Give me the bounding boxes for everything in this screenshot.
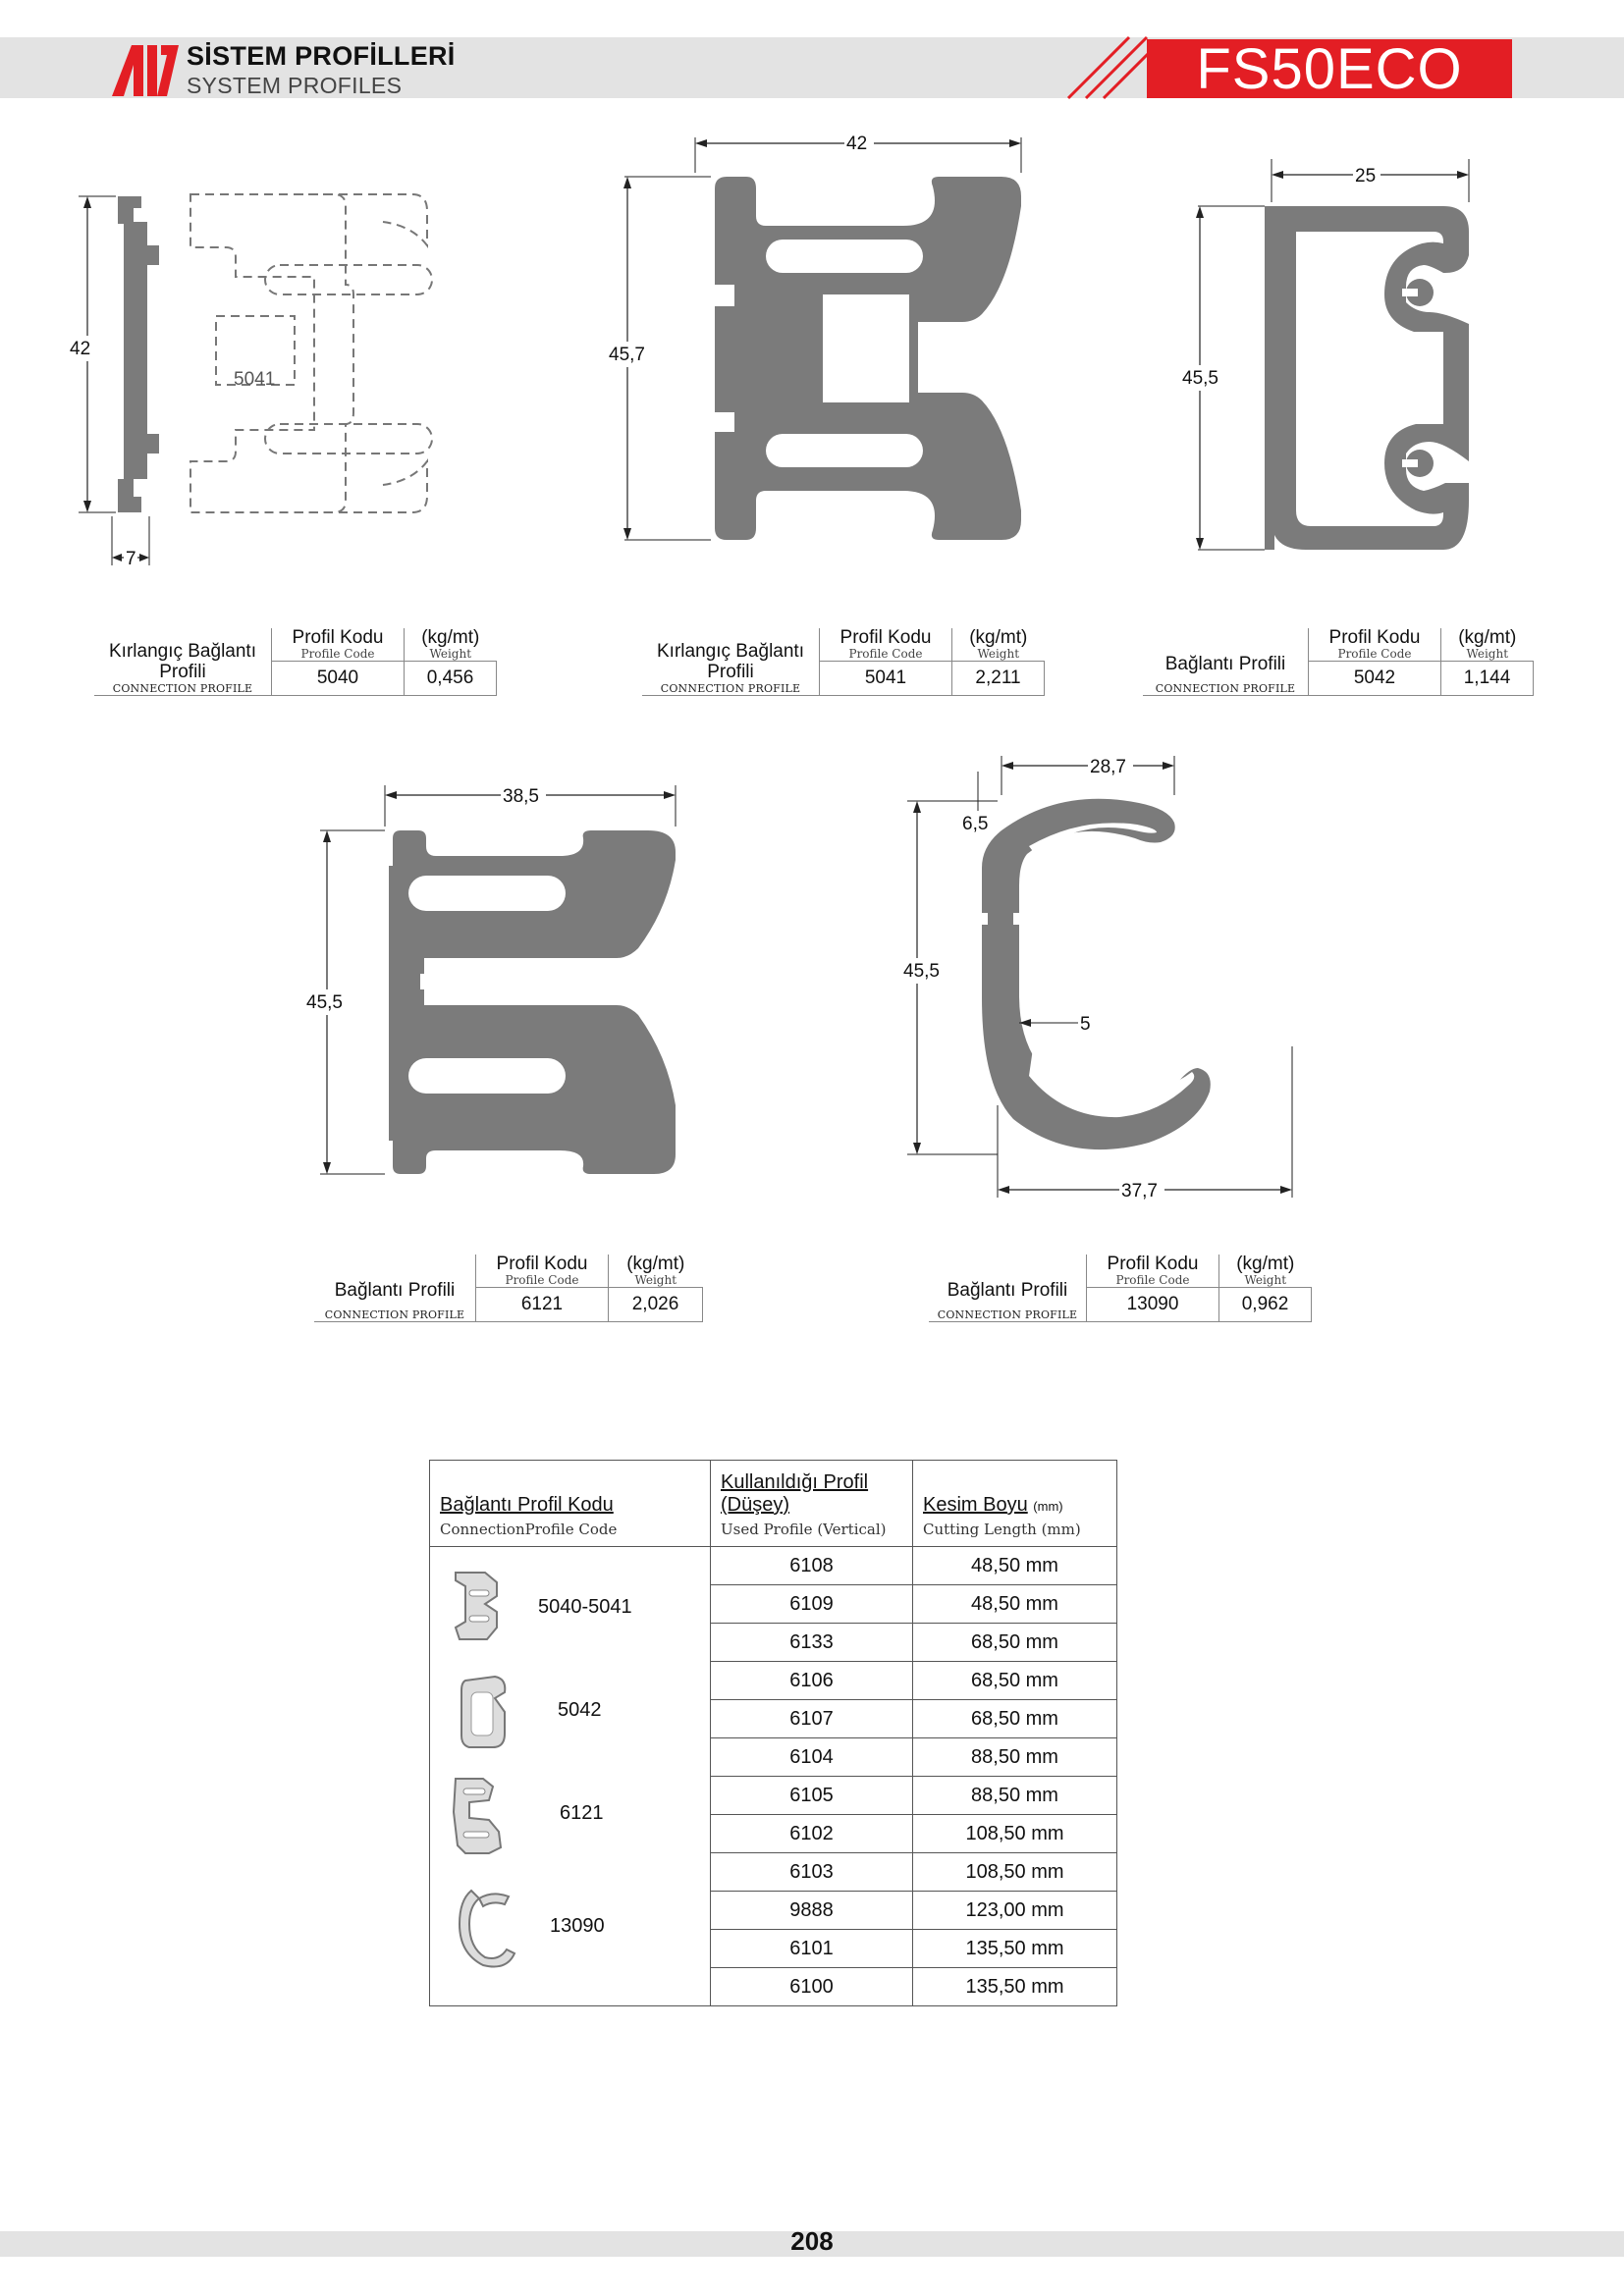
spec-weight-header-en: Weight	[1244, 1273, 1287, 1287]
drawing-5040	[70, 167, 540, 609]
col1-label: Bağlantı Profil Kodu	[440, 1494, 614, 1516]
group-5042: 5042	[558, 1699, 602, 1721]
spec-name-en: CONNECTION PROFILE	[112, 682, 253, 695]
spec-code-header: Profil Kodu	[1107, 1254, 1199, 1274]
spec-code: 5041	[820, 662, 952, 696]
spec-weight-header: (kg/mt)	[1236, 1254, 1295, 1274]
spec-table-5040	[94, 628, 497, 696]
cutting-length-cell: 135,50 mm	[913, 1930, 1117, 1968]
spec-weight-header-en: Weight	[634, 1273, 677, 1287]
spec-code-header-en: Profile Code	[848, 647, 923, 661]
page-number: 208	[790, 2226, 834, 2256]
spec-table-13090	[929, 1255, 1312, 1322]
spec-code: 5040	[272, 662, 405, 696]
cutting-length-table	[429, 1460, 1117, 2006]
used-profile-cell: 6101	[711, 1930, 913, 1968]
cutting-length-cell: 68,50 mm	[913, 1662, 1117, 1700]
spec-code-header: Profil Kodu	[839, 627, 932, 648]
col-header-connection-code	[430, 1461, 711, 1547]
thumb-5042-icon	[456, 1673, 514, 1751]
used-profile-cell: 6100	[711, 1968, 913, 2006]
dim-height-13090: 45,5	[903, 961, 940, 982]
dim-height-5042: 45,5	[1182, 368, 1218, 389]
spec-name: Kırlangıç Bağlantı Profili	[657, 641, 804, 682]
cutting-length-cell: 123,00 mm	[913, 1892, 1117, 1930]
drawing-5041	[609, 133, 1041, 550]
spec-name: Bağlantı Profili	[1164, 654, 1286, 674]
dim-height-5040: 42	[70, 339, 91, 359]
spec-weight-header: (kg/mt)	[969, 627, 1028, 648]
cutting-length-cell: 68,50 mm	[913, 1700, 1117, 1738]
spec-code-header: Profil Kodu	[496, 1254, 588, 1274]
used-profile-cell: 6105	[711, 1777, 913, 1815]
header-title: SİSTEM PROFİLLERİ	[187, 41, 456, 71]
col-header-used-profile	[711, 1461, 913, 1547]
spec-code: 6121	[476, 1288, 609, 1322]
spec-table-5042	[1143, 628, 1534, 696]
dim-top-width-13090: 28,7	[1090, 757, 1126, 777]
used-profile-cell: 6133	[711, 1624, 913, 1662]
dim-height-5041: 45,7	[609, 345, 645, 365]
drawing-6121	[295, 781, 707, 1194]
used-profile-cell: 6109	[711, 1585, 913, 1624]
spec-code: 5042	[1309, 662, 1441, 696]
spec-name-en: CONNECTION PROFILE	[1155, 682, 1296, 695]
cutting-length-cell: 68,50 mm	[913, 1624, 1117, 1662]
spec-weight: 1,144	[1441, 662, 1534, 696]
spec-weight: 2,211	[952, 662, 1045, 696]
thumb-6121-icon	[450, 1773, 514, 1857]
used-profile-cell: 6103	[711, 1853, 913, 1892]
spec-code-header-en: Profile Code	[1337, 647, 1412, 661]
spec-code-header: Profil Kodu	[1328, 627, 1421, 648]
cutting-length-cell: 48,50 mm	[913, 1585, 1117, 1624]
col3-label: Kesim Boyu	[923, 1494, 1028, 1516]
spec-code-header-en: Profile Code	[300, 647, 375, 661]
spec-weight-header: (kg/mt)	[1458, 627, 1517, 648]
spec-weight-header: (kg/mt)	[626, 1254, 685, 1274]
used-profile-cell: 6106	[711, 1662, 913, 1700]
spec-table-6121	[314, 1255, 703, 1322]
header-subtitle: SYSTEM PROFILES	[187, 73, 403, 98]
used-profile-cell: 9888	[711, 1892, 913, 1930]
dim-thickness-13090: 5	[1080, 1014, 1091, 1035]
col2-label-en: Used Profile (Vertical)	[721, 1521, 887, 1538]
cutting-length-cell: 108,50 mm	[913, 1815, 1117, 1853]
spec-table-5041	[642, 628, 1045, 696]
spec-code-header-en: Profile Code	[1115, 1273, 1190, 1287]
dim-width-5041: 42	[846, 133, 868, 154]
brand-logo	[110, 39, 181, 100]
cutting-length-cell: 135,50 mm	[913, 1968, 1117, 2006]
spec-weight-header-en: Weight	[977, 647, 1020, 661]
spec-name-en: CONNECTION PROFILE	[937, 1308, 1078, 1321]
spec-weight-header-en: Weight	[1466, 647, 1509, 661]
thumb-5040-icon	[448, 1567, 511, 1645]
dim-bottom-width-13090: 37,7	[1121, 1181, 1158, 1201]
spec-code-header: Profil Kodu	[292, 627, 384, 648]
dim-height-6121: 45,5	[306, 992, 343, 1013]
spec-name-en: CONNECTION PROFILE	[660, 682, 801, 695]
spec-name-en: CONNECTION PROFILE	[324, 1308, 465, 1321]
used-profile-cell: 6104	[711, 1738, 913, 1777]
dim-slot-13090: 6,5	[962, 814, 989, 834]
thumb-13090-icon	[454, 1885, 522, 1973]
spec-weight: 0,962	[1219, 1288, 1312, 1322]
spec-weight-header-en: Weight	[429, 647, 472, 661]
spec-name: Kırlangıç Bağlantı Profili	[109, 641, 256, 682]
col3-label-en: Cutting Length (mm)	[923, 1521, 1081, 1538]
col-header-cutting-length	[913, 1461, 1117, 1547]
spec-weight: 0,456	[405, 662, 497, 696]
cutting-length-cell: 88,50 mm	[913, 1777, 1117, 1815]
spec-weight-header: (kg/mt)	[421, 627, 480, 648]
col1-label-en: ConnectionProfile Code	[440, 1521, 618, 1538]
dim-width-5040: 7	[126, 549, 136, 569]
series-stripes	[1064, 37, 1153, 100]
spec-code: 13090	[1087, 1288, 1219, 1322]
col2-label: Kullanıldığı Profil (Düşey)	[721, 1471, 869, 1516]
col3-unit: (mm)	[1033, 1499, 1063, 1514]
group-5040-5041: 5040-5041	[538, 1596, 632, 1618]
dim-width-5042: 25	[1355, 166, 1377, 187]
drawing-13090	[903, 752, 1316, 1223]
cutting-length-cell: 48,50 mm	[913, 1547, 1117, 1585]
cutting-length-cell: 88,50 mm	[913, 1738, 1117, 1777]
spec-weight: 2,026	[609, 1288, 703, 1322]
used-profile-cell: 6107	[711, 1700, 913, 1738]
cutting-length-cell: 108,50 mm	[913, 1853, 1117, 1892]
spec-name: Bağlantı Profili	[334, 1280, 456, 1301]
group-13090: 13090	[550, 1915, 605, 1937]
ghost-profile-label: 5041	[234, 369, 276, 390]
spec-code-header-en: Profile Code	[505, 1273, 579, 1287]
used-profile-cell: 6108	[711, 1547, 913, 1585]
connection-code-cell	[430, 1547, 711, 2006]
spec-name: Bağlantı Profili	[947, 1280, 1068, 1301]
dim-width-6121: 38,5	[503, 786, 539, 807]
drawing-5042	[1139, 157, 1492, 569]
used-profile-cell: 6102	[711, 1815, 913, 1853]
group-6121: 6121	[560, 1802, 604, 1824]
series-label: FS50ECO	[1196, 37, 1463, 101]
